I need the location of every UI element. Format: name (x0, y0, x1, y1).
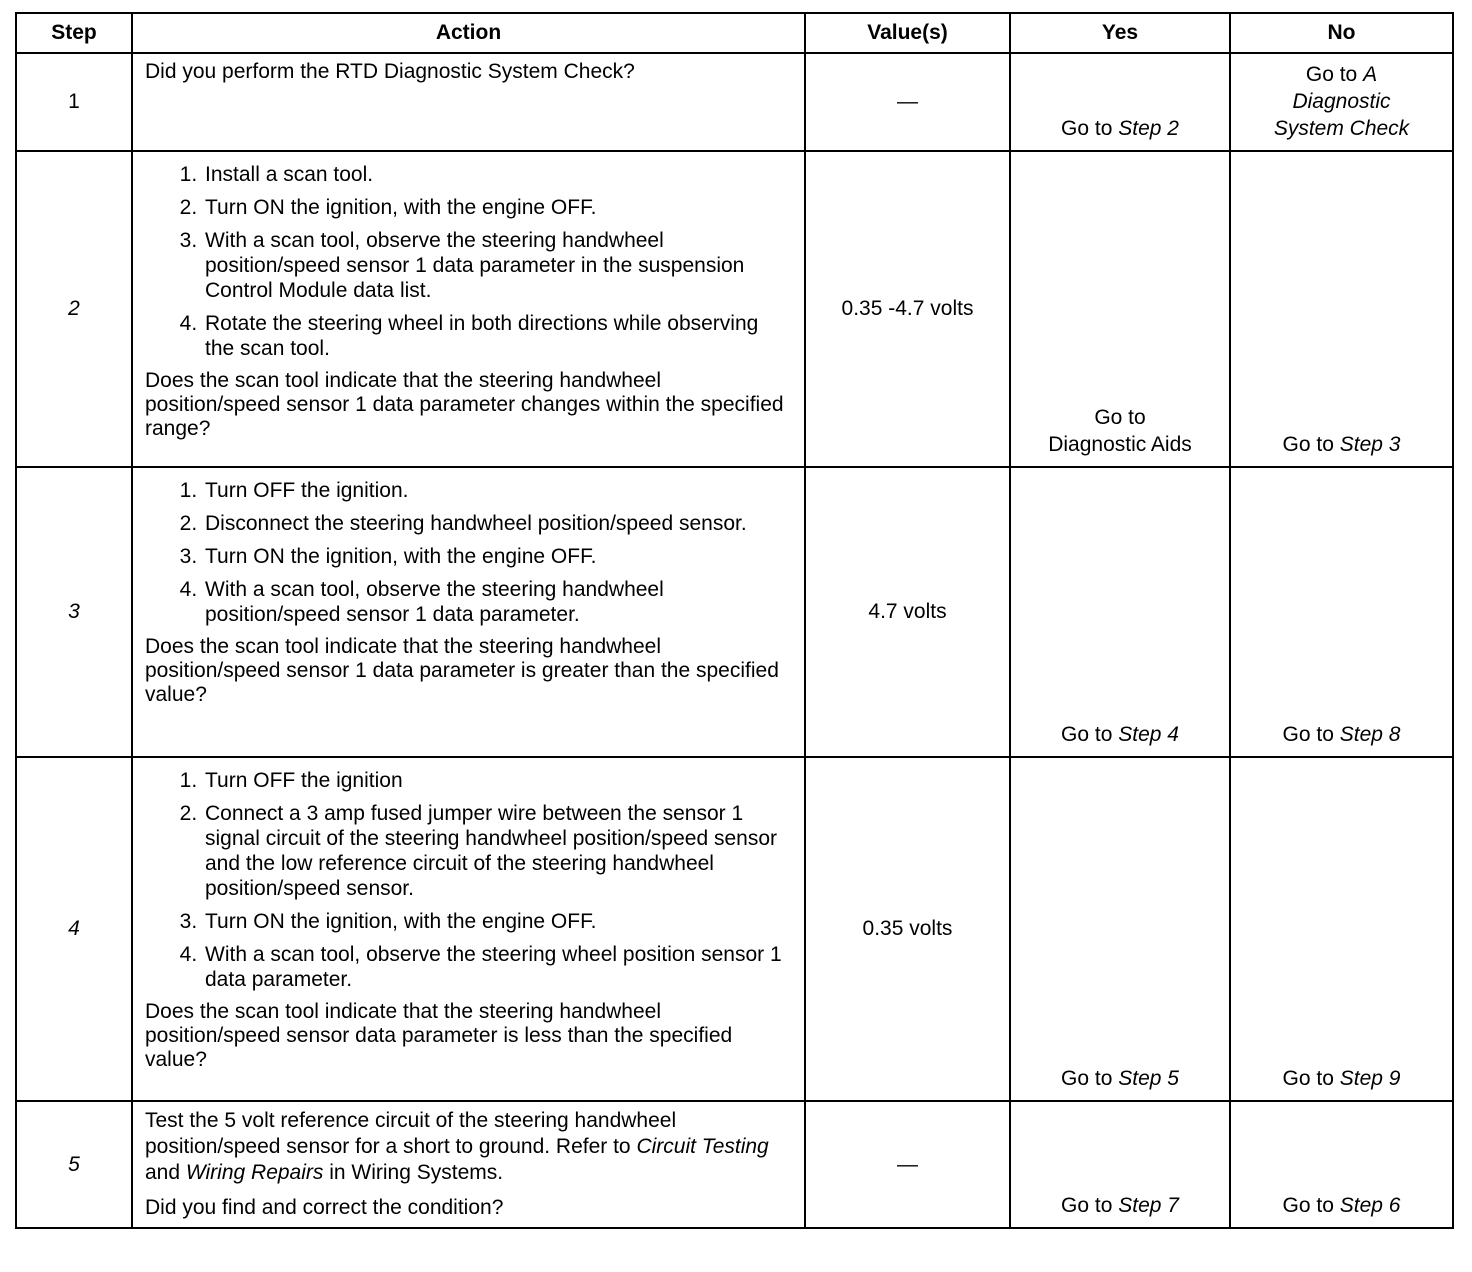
action-question: Did you perform the RTD Diagnostic System Check? (145, 60, 635, 83)
action-question: Does the scan tool indicate that the steering handwheel position/speed sensor data parameter is less than the specified value? (145, 1000, 733, 1071)
action-step: 4. Rotate the steering wheel in both directions while observing the scan tool. (203, 311, 792, 361)
yes-prefix: Go to (1061, 1067, 1113, 1090)
step-number: 5 (16, 1101, 132, 1228)
yes-cell (1010, 467, 1230, 757)
value-cell: 0.35 volts (805, 757, 1010, 1101)
action-question: Does the scan tool indicate that the steering handwheel position/speed sensor 1 data parameter changes within the specified range? (145, 369, 784, 440)
table-row-step-4 (16, 757, 1453, 1101)
action-step: 3. Turn ON the ignition, with the engine OFF. (203, 544, 792, 569)
yes-prefix: Go to (1061, 723, 1113, 746)
wiring-repairs-link[interactable]: Wiring Repairs (185, 1161, 324, 1184)
yes-prefix: Go to (1061, 1194, 1113, 1217)
table-row-step-3 (16, 467, 1453, 757)
action-cell (132, 757, 805, 1101)
no-prefix: Go to (1282, 433, 1334, 456)
table-row-step-5 (16, 1101, 1453, 1228)
no-cell (1230, 53, 1453, 151)
no-ref-part2[interactable]: Diagnostic (1292, 90, 1391, 113)
action-step: 2. Turn ON the ignition, with the engine OFF. (203, 195, 792, 220)
action-steps-list (145, 768, 792, 992)
action-step: 3. Turn ON the ignition, with the engine OFF. (203, 909, 792, 934)
no-prefix: Go to (1305, 63, 1358, 86)
no-prefix: Go to (1282, 1067, 1334, 1090)
step-number: 3 (16, 467, 132, 757)
yes-prefix: Go to (1061, 117, 1113, 140)
body-text: and (145, 1161, 186, 1184)
action-step: 3. With a scan tool, observe the steering handwheel position/speed sensor 1 data parameter in the suspension Control Module data list. (203, 228, 792, 303)
no-step-link[interactable]: Step 6 (1339, 1194, 1401, 1217)
body-text: in Wiring Systems. (323, 1161, 504, 1184)
action-step: 2. Connect a 3 amp fused jumper wire between the sensor 1 signal circuit of the steering handwheel position/speed sensor and the low reference circuit of the steering handwheel position/speed sensor. (203, 801, 792, 901)
action-steps-list (145, 478, 792, 627)
step-number: 2 (16, 151, 132, 467)
yes-step-link[interactable]: Step 2 (1118, 117, 1179, 140)
value-cell: 4.7 volts (805, 467, 1010, 757)
no-ref-part1[interactable]: A (1363, 63, 1378, 86)
action-cell (132, 1101, 805, 1228)
value-cell: 0.35 -4.7 volts (805, 151, 1010, 467)
yes-cell (1010, 151, 1230, 467)
table-row-step-2 (16, 151, 1453, 467)
action-step: 4. With a scan tool, observe the steering handwheel position/speed sensor 1 data parameter. (203, 577, 792, 627)
no-step-link[interactable]: Step 3 (1339, 433, 1401, 456)
yes-step-link[interactable]: Step 4 (1118, 723, 1179, 746)
yes-cell (1010, 1101, 1230, 1228)
value-cell: — (805, 53, 1010, 151)
yes-line-1: Go to (1094, 406, 1146, 429)
no-prefix: Go to (1282, 723, 1334, 746)
no-cell (1230, 467, 1453, 757)
no-step-link[interactable]: Step 8 (1339, 723, 1401, 746)
action-steps-list (145, 162, 792, 361)
step-number: 4 (16, 757, 132, 1101)
header-yes: Yes (1010, 13, 1230, 53)
yes-step-link[interactable]: Step 5 (1118, 1067, 1179, 1090)
action-step: 1. Turn OFF the ignition (203, 768, 792, 793)
header-action: Action (132, 13, 805, 53)
action-question: Did you find and correct the condition? (145, 1196, 504, 1219)
no-step-link[interactable]: Step 9 (1339, 1067, 1401, 1090)
action-step: 1. Turn OFF the ignition. (203, 478, 792, 503)
action-question: Does the scan tool indicate that the steering handwheel position/speed sensor 1 data parameter is greater than the specified value? (145, 635, 779, 706)
no-cell (1230, 151, 1453, 467)
table-row-step-1 (16, 53, 1453, 151)
header-row (16, 13, 1453, 53)
no-cell (1230, 757, 1453, 1101)
action-step: 2. Disconnect the steering handwheel position/speed sensor. (203, 511, 792, 536)
diagnostic-table (15, 12, 1454, 1229)
no-ref-part3[interactable]: System Check (1273, 117, 1410, 140)
action-cell (132, 467, 805, 757)
header-step: Step (16, 13, 132, 53)
header-no: No (1230, 13, 1453, 53)
action-step: 1. Install a scan tool. (203, 162, 792, 187)
yes-diagnostic-aids-link[interactable]: Diagnostic Aids (1048, 433, 1192, 456)
no-prefix: Go to (1282, 1194, 1334, 1217)
circuit-testing-link[interactable]: Circuit Testing (636, 1135, 769, 1158)
yes-cell (1010, 757, 1230, 1101)
yes-cell (1010, 53, 1230, 151)
body-text: Test the 5 volt reference circuit of the steering handwheel position/speed sensor for a short to ground. Refer to (145, 1109, 677, 1158)
yes-step-link[interactable]: Step 7 (1118, 1194, 1179, 1217)
action-cell (132, 151, 805, 467)
action-cell (132, 53, 805, 151)
step-number: 1 (16, 53, 132, 151)
no-cell (1230, 1101, 1453, 1228)
action-step: 4. With a scan tool, observe the steering wheel position sensor 1 data parameter. (203, 942, 792, 992)
value-cell: — (805, 1101, 1010, 1228)
action-body (145, 1108, 792, 1186)
header-values: Value(s) (805, 13, 1010, 53)
